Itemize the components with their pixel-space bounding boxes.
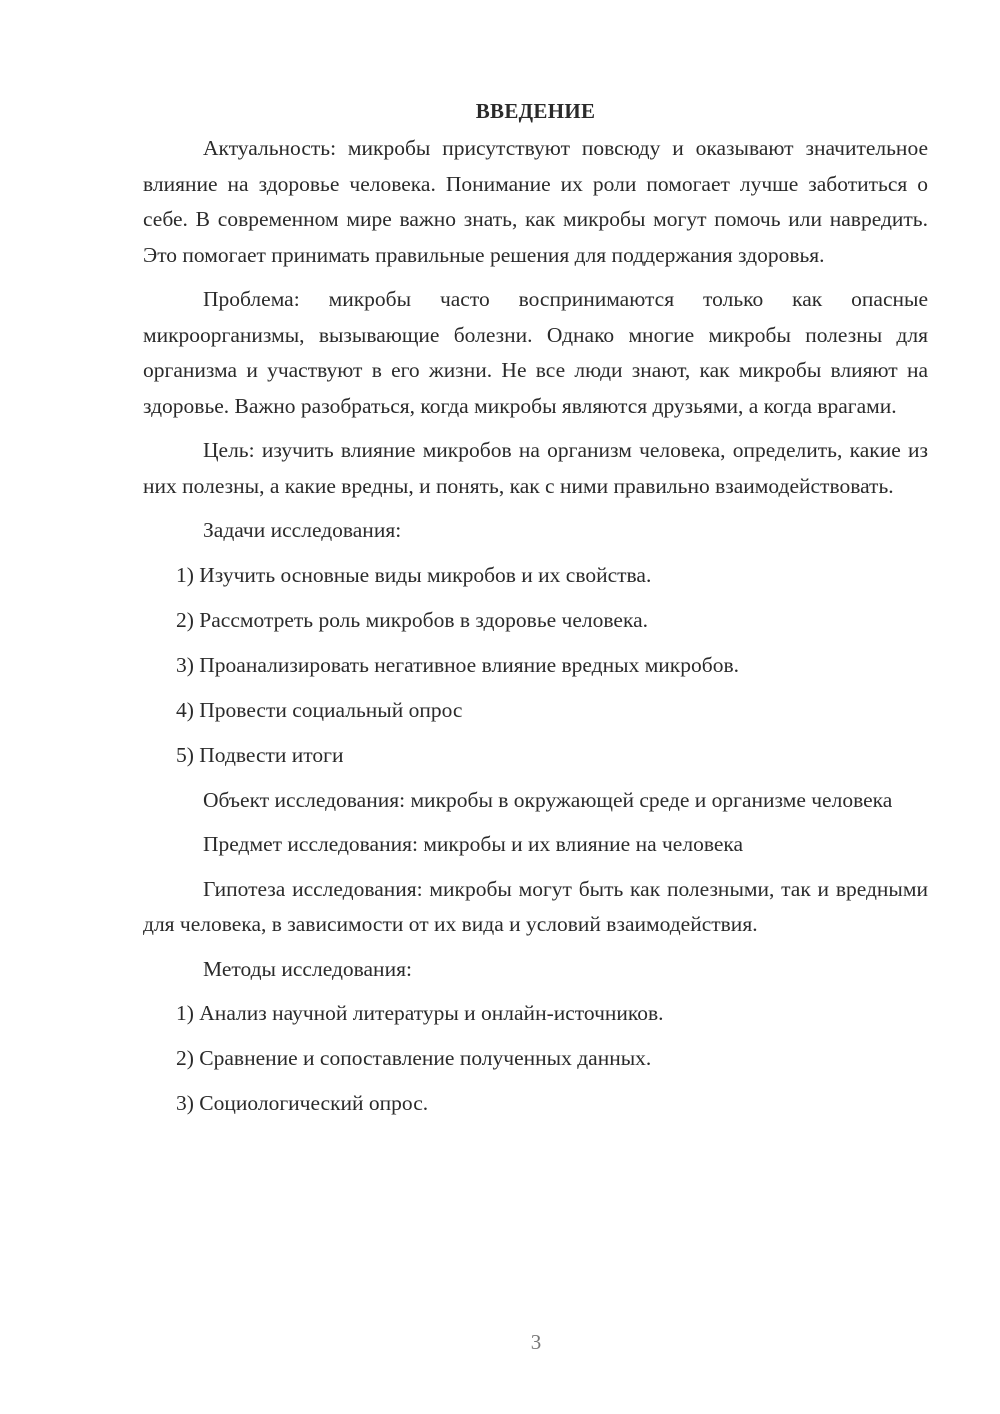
subject-paragraph: Предмет исследования: микробы и их влияние на человека xyxy=(203,832,744,856)
goal-paragraph: Цель: изучить влияние микробов на организм человека, определить, какие из них полезны, а какие вредны, и понять, как с ними правильно взаимодействовать. xyxy=(143,438,928,498)
task-item: 4) Провести социальный опрос xyxy=(176,697,463,722)
relevance-paragraph: Актуальность: микробы присутствуют повсюду и оказывают значительное влияние на здоровье человека. Понимание их роли помогает лучше заботиться о себе. В современном мире важно знать, как микробы могут помочь или навредить. Это помогает принимать правильные решения для поддержания здоровья. xyxy=(143,136,928,267)
task-item: 1) Изучить основные виды микробов и их свойства. xyxy=(176,562,652,587)
section-title: ВВЕДЕНИЕ xyxy=(475,99,596,123)
task-item: 2) Рассмотреть роль микробов в здоровье человека. xyxy=(176,607,649,632)
hypothesis-paragraph: Гипотеза исследования: микробы могут быть как полезными, так и вредными для человека, в зависимости от их вида и условий взаимодействия. xyxy=(143,876,928,936)
method-item: 1) Анализ научной литературы и онлайн-источников. xyxy=(176,1001,664,1025)
object-paragraph: Объект исследования: микробы в окружающей среде и организме человека xyxy=(203,787,893,812)
task-item: 3) Проанализировать негативное влияние вредных микробов. xyxy=(176,652,739,677)
problem-paragraph: Проблема: микробы часто воспринимаются только как опасные микроорганизмы, вызывающие болезни. Однако многие микробы полезны для организма и участвуют в его жизни. Не все люди знают, как микробы влияют на здоровье. Важно разобраться, когда микробы являются друзьями, а когда врагами. xyxy=(143,287,928,418)
page-number: 3 xyxy=(530,1330,542,1354)
method-item: 2) Сравнение и сопоставление полученных данных. xyxy=(176,1046,652,1070)
methods-heading: Методы исследования: xyxy=(203,956,412,981)
method-item: 3) Социологический опрос. xyxy=(176,1091,429,1115)
task-item: 5) Подвести итоги xyxy=(176,742,344,767)
tasks-heading: Задачи исследования: xyxy=(203,518,402,542)
